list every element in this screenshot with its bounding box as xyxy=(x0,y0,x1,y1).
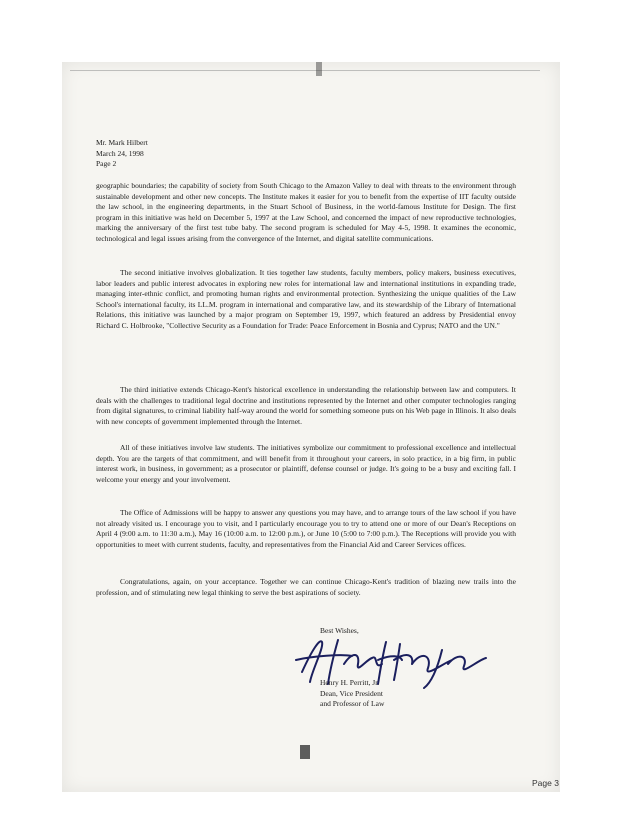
signature-block xyxy=(320,678,384,710)
paragraph: The second initiative involves globalization. It ties together law students, faculty members, policy makers, business executives, labor leaders and public interest advocates in exploring new roles for international law and international institutions in expanding trade, managing inter-ethnic conflict, and promoting human rights and environmental protection. Synthesizing the unique qualities of the Law School's international faculty, its LL.M. program in international and comparative law, and its stewardship of the Library of International Relations, this initiative was launched by a major program on September 19, 1997, which featured an address by Presidential envoy Richard C. Holbrooke, "Collective Security as a Foundation for Trade: Peace Enforcement in Bosnia and Cyprus; NATO and the UN." xyxy=(96,268,516,330)
letter-header xyxy=(96,138,148,170)
page-number: Page 3 xyxy=(532,778,559,788)
paragraph: The third initiative extends Chicago-Kent's historical excellence in understanding the relationship between law and computers. It deals with the challenges to traditional legal doctrine and institutions represented by the Internet and other computer technologies ranging from digital signatures, to criminal liability half-way around the world for something someone puts on his Web page in Illinois. It also deals with new concepts of government implemented through the Internet. xyxy=(96,385,516,426)
signatory-title: and Professor of Law xyxy=(320,699,385,708)
paragraph: Congratulations, again, on your acceptance. Together we can continue Chicago-Kent's tradition of blazing new trails into the profession, and of stimulating new legal thinking to serve the best aspirations of society. xyxy=(96,577,516,597)
paragraph: The Office of Admissions will be happy to answer any questions you may have, and to arrange tours of the law school if you have not already visited us. I encourage you to visit, and I particularly encourage you to try to attend one or more of our Dean's Receptions on April 4 (9:00 a.m. to 11:30 a.m.), May 16 (10:00 a.m. to 12:00 p.m.), or June 10 (5:00 to 7:00 p.m.). The Receptions will provide you with opportunities to meet with current students, faculty, and representatives from the Financial Aid and Career Services offices. xyxy=(96,508,516,549)
paragraph: All of these initiatives involve law students. The initiatives symbolize our commitment to professional excellence and intellectual depth. You are the targets of that commitment, and will benefit from it throughout your careers, in solo practice, in a big firm, in public interest work, in business, in government; as a prosecutor or plaintiff, defense counsel or judge. It's going to be a busy and exciting fall. I welcome your energy and your involvement. xyxy=(96,443,516,484)
handwritten-signature xyxy=(282,630,492,690)
recipient-name: Mr. Mark Hilbert xyxy=(96,138,148,147)
scan-artifact xyxy=(316,62,322,76)
letter-page-label: Page 2 xyxy=(96,159,117,168)
scan-edge xyxy=(70,70,540,71)
signatory-name: Henry H. Perritt, Jr. xyxy=(320,678,380,687)
scan-artifact xyxy=(300,745,310,759)
signatory-title: Dean, Vice President xyxy=(320,688,383,698)
paragraph: geographic boundaries; the capability of society from South Chicago to the Amazon Valley to deal with threats to the environment through sustainable development and other new concepts. The Institute makes it easier for you to benefit from the expertise of IIT faculty outside the law school, in the engineering departments, in the Stuart School of Business, in the world-famous Institute for Design. The first program in this initiative was held on December 5, 1997 at the Law School, and concerned the impact of new reproductive technologies, marking the anniversary of the first test tube baby. The second program is scheduled for May 4-5, 1998. It examines the economic, technological and legal issues arising from the convergence of the Internet, and digital satellite communications. xyxy=(96,181,516,243)
letter-date: March 24, 1998 xyxy=(96,148,144,158)
closing-salutation: Best Wishes, xyxy=(320,626,359,635)
